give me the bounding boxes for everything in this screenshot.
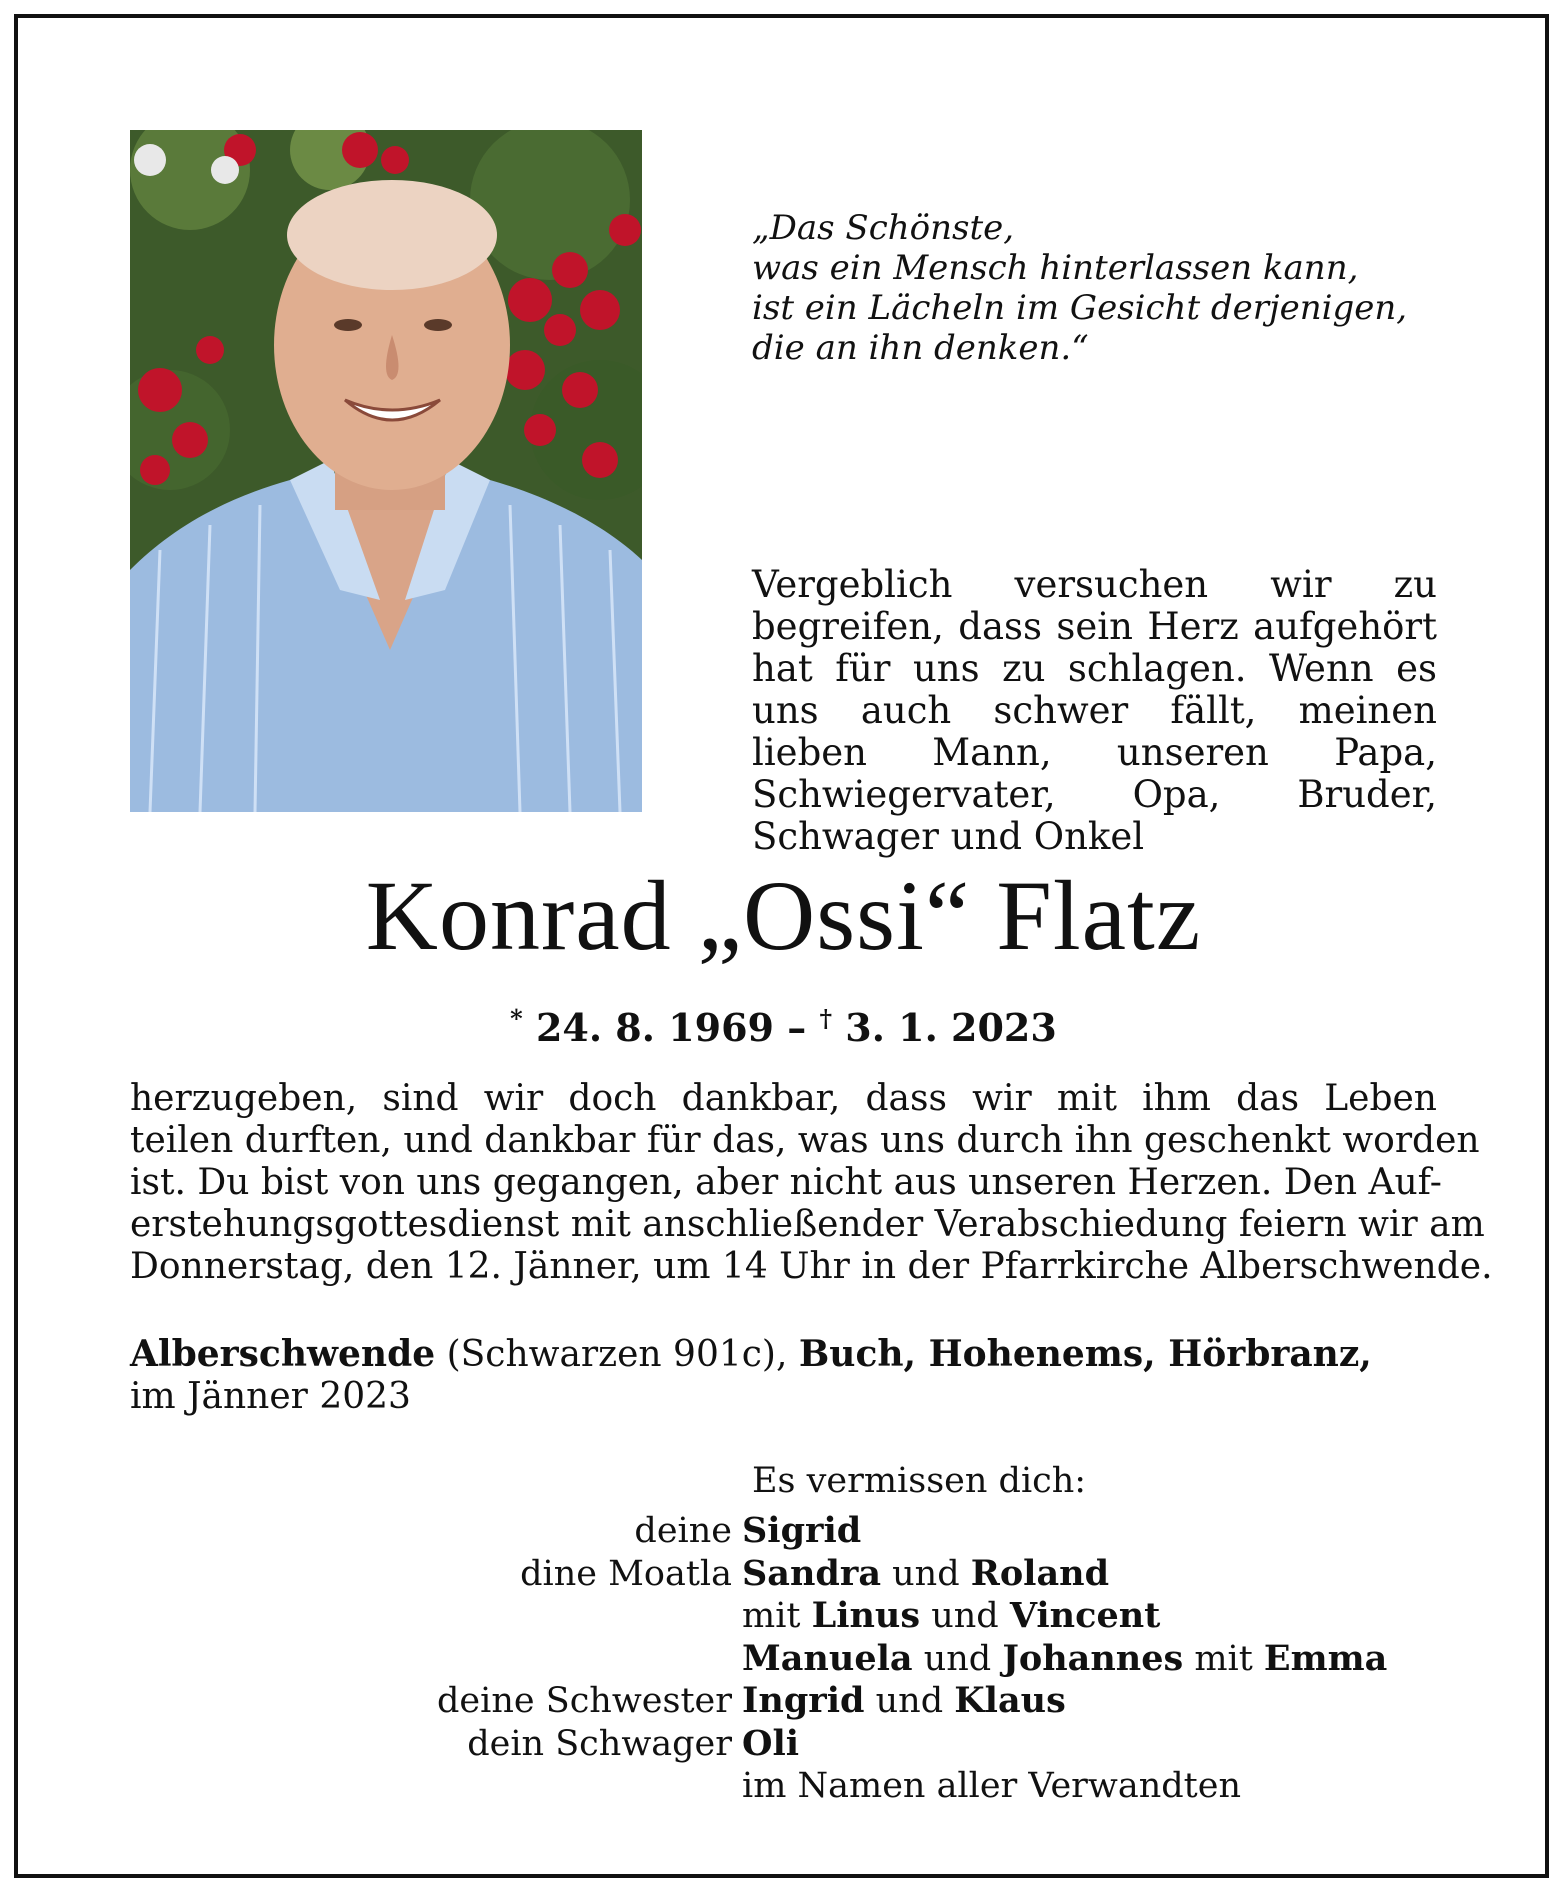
mourner-connector: mit [742,1596,812,1636]
mourner-names [742,1680,1066,1723]
mourner-connector: und [920,1596,1010,1636]
mourner-connector: und [881,1553,971,1594]
mourner-row [300,1765,1450,1808]
mourner-name: Emma [1263,1637,1388,1679]
mourner-name: Sigrid [742,1510,862,1551]
mourner-relation: deine Schwester [437,1681,732,1721]
body-paragraph [130,1078,1493,1288]
place-town: Alberschwende [130,1333,436,1375]
mourner-name: Ingrid [742,1680,865,1721]
mourner-connector: mit [1183,1638,1264,1679]
mourner-names [742,1553,1109,1596]
mourner-names [742,1638,1387,1681]
mourner-name: Johannes [1002,1637,1184,1679]
mourner-relation: dein Schwager [467,1723,732,1764]
body-line: erstehungsgottesdienst mit anschließender Verabschiedung feiern wir am [130,1204,1485,1245]
mourner-name: Manuela [742,1637,913,1679]
mourner-relation: dine Moatla [520,1553,732,1594]
mourner-connector: und [864,1681,955,1721]
mourner-connector: im Namen aller Verwandten [742,1766,1241,1806]
mourner-row [300,1510,1450,1553]
mourner-row [300,1680,1450,1723]
mourner-names [742,1510,861,1553]
mourner-row [300,1723,1450,1766]
body-line: teilen durften, und dankbar für das, was uns durch ihn geschenkt worden [130,1120,1480,1161]
mourner-relation [300,1765,742,1808]
life-dates [0,996,1567,1051]
birth-symbol: * [510,1004,523,1033]
intro-paragraph: Vergeblich versuchen wir zu begreifen, dass sein Herz aufgehört hat für uns zu schlagen. Wenn es uns auch schwer fällt, meinen lieben Mann, unseren Papa, Schwiegervater, Opa, Bruder, Schwager und Onkel [752,563,1437,858]
mourner-name: Roland [970,1552,1110,1594]
mourner-names [742,1723,799,1766]
quote-line: was ein Mensch hinterlassen kann, [752,248,1359,288]
mourner-names [742,1765,1241,1808]
body-line: ist. Du bist von uns gegangen, aber nicht aus unseren Herzen. Den Auf- [130,1162,1442,1203]
mourner-relation: deine [634,1511,732,1551]
mourner-name: Klaus [954,1680,1066,1721]
mourner-name: Vincent [1009,1595,1161,1636]
mourner-name: Sandra [742,1552,881,1594]
portrait-photo [130,130,642,812]
mourner-row [300,1553,1450,1596]
mourner-row [300,1595,1450,1638]
mourner-row [300,1638,1450,1681]
memorial-quote [752,208,1407,368]
place-address: (Schwarzen 901c), [435,1334,799,1375]
deceased-name: Konrad „Ossi“ Flatz [365,860,1202,971]
body-line: herzugeben, sind wir doch dankbar, dass wir mit ihm das Leben [130,1078,1437,1119]
mourner-connector: und [912,1638,1003,1679]
date-separator: – [773,1005,820,1050]
place-and-date [130,1333,1372,1418]
place-date-line: im Jänner 2023 [130,1376,411,1417]
mourner-relation [300,1638,742,1681]
body-line: Donnerstag, den 12. Jänner, um 14 Uhr in der Pfarrkirche Alberschwende. [130,1246,1493,1287]
mourners-title: Es vermissen dich: [752,1461,1087,1501]
death-date: 3. 1. 2023 [845,1005,1057,1050]
mourner-name: Oli [742,1722,800,1764]
quote-line: „Das Schönste, [752,208,1015,248]
quote-line: die an ihn denken.“ [752,328,1089,368]
mourner-names [742,1595,1160,1638]
birth-date: 24. 8. 1969 [535,1005,774,1050]
mourner-name: Linus [811,1595,921,1636]
mourner-relation [300,1595,742,1638]
death-symbol: † [819,1004,833,1033]
quote-line: ist ein Lächeln im Gesicht derjenigen, [752,288,1408,328]
mourners-list [300,1510,1450,1808]
place-others: Buch, Hohenems, Hörbranz, [798,1333,1372,1375]
